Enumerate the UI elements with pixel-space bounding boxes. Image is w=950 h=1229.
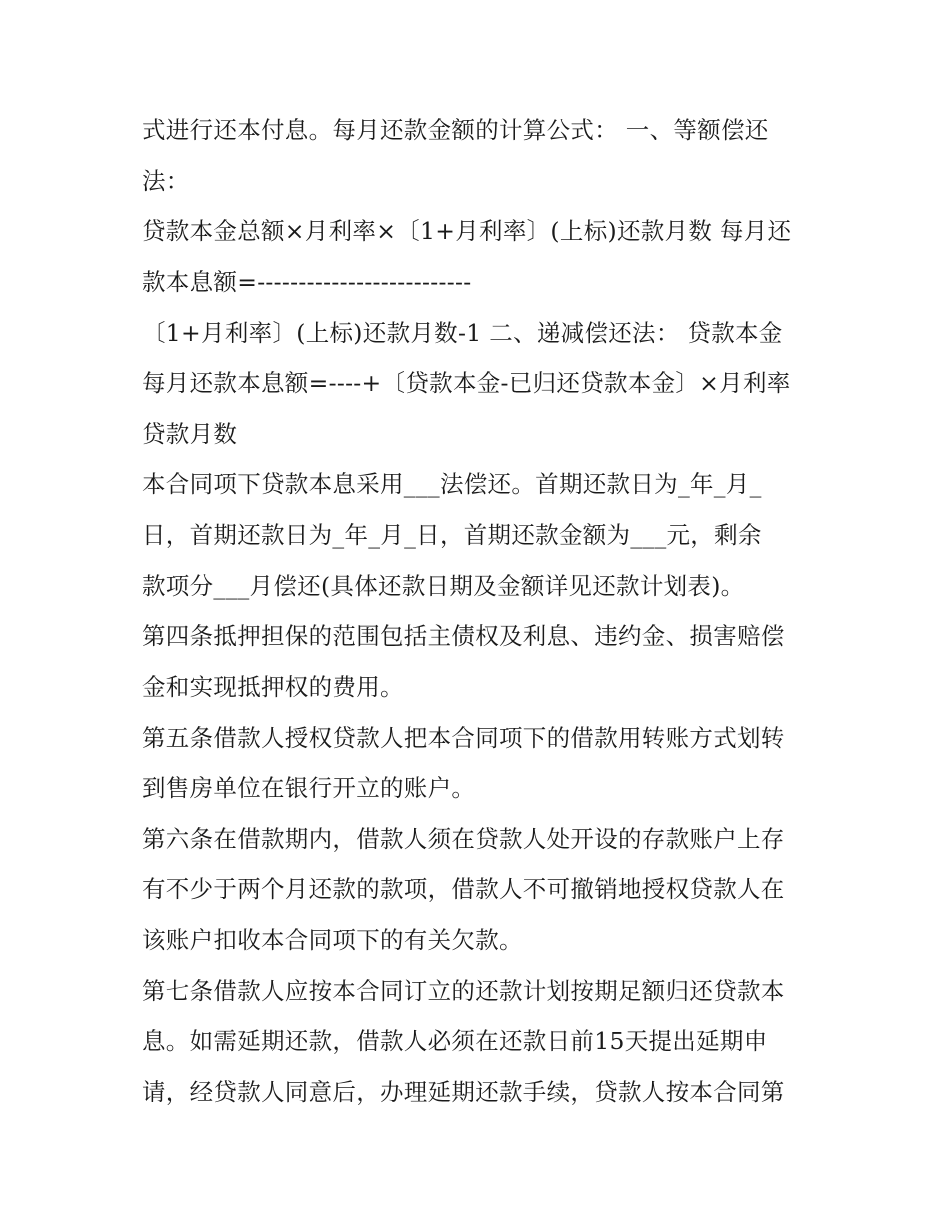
text-line: 贷款月数 (142, 420, 238, 448)
text-line: 式进行还本付息。每月还款金额的计算公式： 一、等额偿还 (142, 116, 769, 144)
text-line: 第四条抵押担保的范围包括主债权及利息、违约金、损害赔偿 (142, 622, 785, 650)
text-line: 贷款本金总额×月利率×〔1+月利率〕(上标)还款月数 每月还 (142, 217, 792, 245)
text-line: 款本息额=-------------------------- (142, 268, 472, 296)
text-line: 每月还款本息额=----+〔贷款本金-已归还贷款本金〕×月利率 (142, 369, 791, 397)
text-line: 日，首期还款日为_年_月_日，首期还款金额为___元，剩余 (142, 521, 762, 549)
text-line: 该账户扣收本合同项下的有关欠款。 (142, 926, 523, 954)
text-line: 请，经贷款人同意后，办理延期还款手续，贷款人按本合同第 (142, 1078, 785, 1106)
text-line: 法： (142, 167, 190, 195)
text-line: 第五条借款人授权贷款人把本合同项下的借款用转账方式划转 (142, 724, 785, 752)
text-line: 息。如需延期还款，借款人必须在还款日前15天提出延期申 (142, 1027, 768, 1055)
text-line: 款项分___月偿还(具体还款日期及金额详见还款计划表)。 (142, 572, 745, 600)
text-line: 第六条在借款期内，借款人须在贷款人处开设的存款账户上存 (142, 825, 785, 853)
text-line: 第七条借款人应按本合同订立的还款计划按期足额归还贷款本 (142, 977, 785, 1005)
text-line: 〔1+月利率〕(上标)还款月数-1 二、递减偿还法： 贷款本金 (142, 319, 783, 347)
text-line: 有不少于两个月还款的款项，借款人不可撤销地授权贷款人在 (142, 875, 785, 903)
text-line: 本合同项下贷款本息采用___法偿还。首期还款日为_年_月_ (142, 470, 762, 498)
text-line: 到售房单位在银行开立的账户。 (142, 774, 476, 802)
text-line: 金和实现抵押权的费用。 (142, 673, 404, 701)
